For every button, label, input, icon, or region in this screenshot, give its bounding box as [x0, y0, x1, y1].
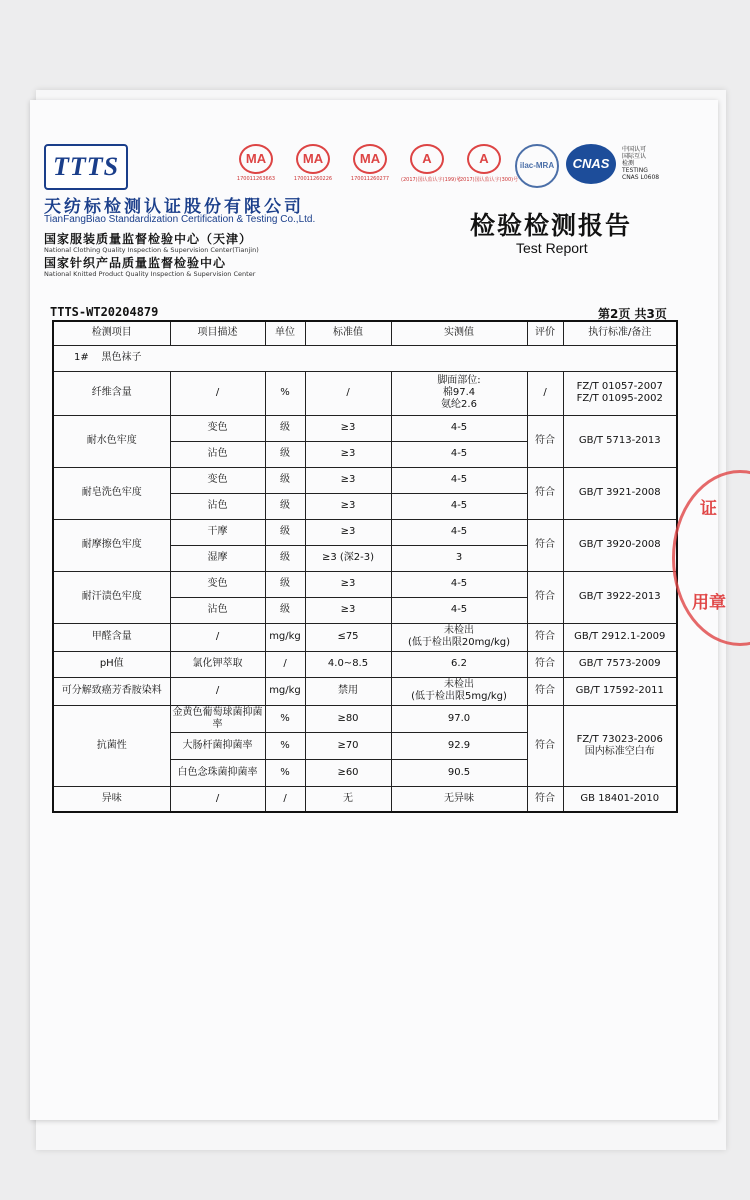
ilac-mra-icon: ilac-MRA	[515, 144, 559, 188]
standard-cell: GB/T 3922-2013	[563, 571, 677, 623]
std-cell: ≥60	[305, 759, 391, 786]
unit-cell: 级	[265, 493, 305, 519]
table-row	[53, 705, 677, 732]
standard-cell: FZ/T 73023-2006 国内标准空白布	[563, 705, 677, 786]
seal-mark: A	[410, 144, 444, 174]
measured-cell: 未检出 (低于检出限5mg/kg)	[391, 677, 527, 705]
center2-name-cn: 国家针织产品质量监督检验中心	[44, 256, 227, 270]
desc-cell: 变色	[170, 571, 265, 597]
logo-text: TTTS	[52, 152, 120, 181]
cnas-logo-icon: CNAS	[566, 144, 616, 184]
std-cell: /	[305, 371, 391, 415]
std-cell: ≥3	[305, 467, 391, 493]
measured-cell: 无异味	[391, 786, 527, 812]
accreditation-seals	[230, 144, 680, 192]
desc-cell: 金黄色葡萄球菌抑菌率	[170, 705, 265, 732]
report-page	[30, 100, 718, 1120]
standard-cell: FZ/T 01057-2007 FZ/T 01095-2002	[563, 371, 677, 415]
header-cell: 实测值	[391, 321, 527, 345]
measured-cell: 97.0	[391, 705, 527, 732]
center1-name-en: National Clothing Quality Inspection & Supervision Center(Tianjin)	[44, 246, 259, 254]
std-cell: 4.0~8.5	[305, 651, 391, 677]
cal-seal-icon	[458, 144, 519, 186]
desc-cell: 变色	[170, 415, 265, 441]
desc-cell: 沾色	[170, 441, 265, 467]
unit-cell: mg/kg	[265, 677, 305, 705]
table-row	[53, 519, 677, 545]
eval-cell: 符合	[527, 786, 563, 812]
desc-cell: 干摩	[170, 519, 265, 545]
table-row	[53, 467, 677, 493]
measured-cell: 3	[391, 545, 527, 571]
cma-seal-icon	[230, 144, 282, 186]
unit-cell: 级	[265, 519, 305, 545]
measured-cell: 90.5	[391, 759, 527, 786]
unit-cell: 级	[265, 441, 305, 467]
stamp-text-bottom: 用章	[692, 593, 726, 613]
standard-cell: GB/T 7573-2009	[563, 651, 677, 677]
desc-cell: 变色	[170, 467, 265, 493]
page-info: 第2页 共3页	[598, 307, 667, 321]
measured-cell: 未检出 (低于检出限20mg/kg)	[391, 623, 527, 651]
unit-cell: %	[265, 705, 305, 732]
seal-number: (2017)国认监认字(199)号	[401, 177, 462, 183]
std-cell: ≤75	[305, 623, 391, 651]
company-name-en: TianFangBiao Standardization Certification & Testing Co.,Ltd.	[44, 214, 316, 225]
eval-cell: 符合	[527, 571, 563, 623]
desc-cell: /	[170, 623, 265, 651]
desc-cell: 大肠杆菌抑菌率	[170, 732, 265, 759]
seal-mark: A	[467, 144, 501, 174]
desc-cell: 氯化钾萃取	[170, 651, 265, 677]
seal-mark: MA	[239, 144, 273, 174]
test-results-table	[52, 320, 678, 813]
measured-cell: 92.9	[391, 732, 527, 759]
std-cell: ≥80	[305, 705, 391, 732]
cal-seal-icon	[401, 144, 462, 186]
eval-cell: 符合	[527, 519, 563, 571]
item-cell: 耐摩擦色牢度	[53, 519, 170, 571]
eval-cell: 符合	[527, 705, 563, 786]
table-header-row	[53, 321, 677, 345]
std-cell: ≥3	[305, 415, 391, 441]
report-subtitle: Test Report	[516, 240, 588, 256]
header-cell: 项目描述	[170, 321, 265, 345]
standard-cell: GB/T 17592-2011	[563, 677, 677, 705]
unit-cell: mg/kg	[265, 623, 305, 651]
desc-cell: 沾色	[170, 597, 265, 623]
standard-cell: GB 18401-2010	[563, 786, 677, 812]
cma-seal-icon	[344, 144, 396, 186]
item-cell: 纤维含量	[53, 371, 170, 415]
ttts-logo	[44, 144, 128, 190]
desc-cell: /	[170, 371, 265, 415]
item-cell: 耐水色牢度	[53, 415, 170, 467]
header-cell: 标准值	[305, 321, 391, 345]
eval-cell: 符合	[527, 623, 563, 651]
header-cell: 检测项目	[53, 321, 170, 345]
sample-label: 1# 黑色袜子	[53, 345, 677, 371]
table-row	[53, 677, 677, 705]
item-cell: 耐皂洗色牢度	[53, 467, 170, 519]
measured-cell: 4-5	[391, 571, 527, 597]
seal-number: 170011260277	[350, 176, 390, 182]
std-cell: ≥3	[305, 571, 391, 597]
std-cell: ≥3	[305, 597, 391, 623]
table-row	[53, 415, 677, 441]
std-cell: ≥3	[305, 441, 391, 467]
header-cell: 评价	[527, 321, 563, 345]
desc-cell: 湿摩	[170, 545, 265, 571]
report-title: 检验检测报告	[470, 211, 633, 240]
standard-cell: GB/T 5713-2013	[563, 415, 677, 467]
center2-name-en: National Knitted Product Quality Inspection & Supervision Center	[44, 270, 256, 278]
std-cell: ≥70	[305, 732, 391, 759]
desc-cell: 沾色	[170, 493, 265, 519]
unit-cell: 级	[265, 467, 305, 493]
measured-cell: 4-5	[391, 441, 527, 467]
unit-cell: /	[265, 786, 305, 812]
measured-cell: 4-5	[391, 493, 527, 519]
measured-cell: 4-5	[391, 597, 527, 623]
standard-cell: GB/T 3921-2008	[563, 467, 677, 519]
eval-cell: 符合	[527, 651, 563, 677]
cnas-caption: 中国认可 国际互认 检测 TESTING CNAS L0608	[622, 146, 660, 181]
unit-cell: 级	[265, 415, 305, 441]
eval-cell: /	[527, 371, 563, 415]
item-cell: 甲醛含量	[53, 623, 170, 651]
seal-number: 170011260226	[293, 176, 333, 182]
table-row	[53, 651, 677, 677]
desc-cell: 白色念珠菌抑菌率	[170, 759, 265, 786]
report-number: TTTS-WT20204879	[50, 305, 159, 319]
header-cell: 单位	[265, 321, 305, 345]
cma-seal-icon	[287, 144, 339, 186]
seal-mark: MA	[353, 144, 387, 174]
item-cell: 抗菌性	[53, 705, 170, 786]
sample-row	[53, 345, 677, 371]
measured-cell: 6.2	[391, 651, 527, 677]
unit-cell: 级	[265, 571, 305, 597]
item-cell: 可分解致癌芳香胺染料	[53, 677, 170, 705]
eval-cell: 符合	[527, 415, 563, 467]
seal-number: 170011263663	[236, 176, 276, 182]
std-cell: 无	[305, 786, 391, 812]
eval-cell: 符合	[527, 467, 563, 519]
unit-cell: 级	[265, 597, 305, 623]
center1-name-cn: 国家服装质量监督检验中心（天津）	[44, 232, 253, 246]
item-cell: 异味	[53, 786, 170, 812]
item-cell: 耐汗渍色牢度	[53, 571, 170, 623]
seal-number: (2017)国认监认字(300)号	[458, 177, 519, 183]
unit-cell: %	[265, 371, 305, 415]
std-cell: 禁用	[305, 677, 391, 705]
desc-cell: /	[170, 786, 265, 812]
seal-mark: MA	[296, 144, 330, 174]
company-name-cn: 天纺标检测认证股份有限公司	[44, 197, 304, 217]
stamp-text-top: 证	[700, 499, 717, 519]
desc-cell: /	[170, 677, 265, 705]
header-cell: 执行标准/备注	[563, 321, 677, 345]
unit-cell: /	[265, 651, 305, 677]
standard-cell: GB/T 3920-2008	[563, 519, 677, 571]
measured-cell: 4-5	[391, 467, 527, 493]
table-row	[53, 623, 677, 651]
unit-cell: 级	[265, 545, 305, 571]
unit-cell: %	[265, 732, 305, 759]
table-row	[53, 786, 677, 812]
unit-cell: %	[265, 759, 305, 786]
item-cell: pH值	[53, 651, 170, 677]
eval-cell: 符合	[527, 677, 563, 705]
standard-cell: GB/T 2912.1-2009	[563, 623, 677, 651]
std-cell: ≥3	[305, 519, 391, 545]
std-cell: ≥3	[305, 493, 391, 519]
table-row	[53, 571, 677, 597]
std-cell: ≥3 (深2-3)	[305, 545, 391, 571]
table-row	[53, 371, 677, 415]
measured-cell: 4-5	[391, 415, 527, 441]
measured-cell: 4-5	[391, 519, 527, 545]
measured-cell: 脚面部位: 棉97.4 氨纶2.6	[391, 371, 527, 415]
